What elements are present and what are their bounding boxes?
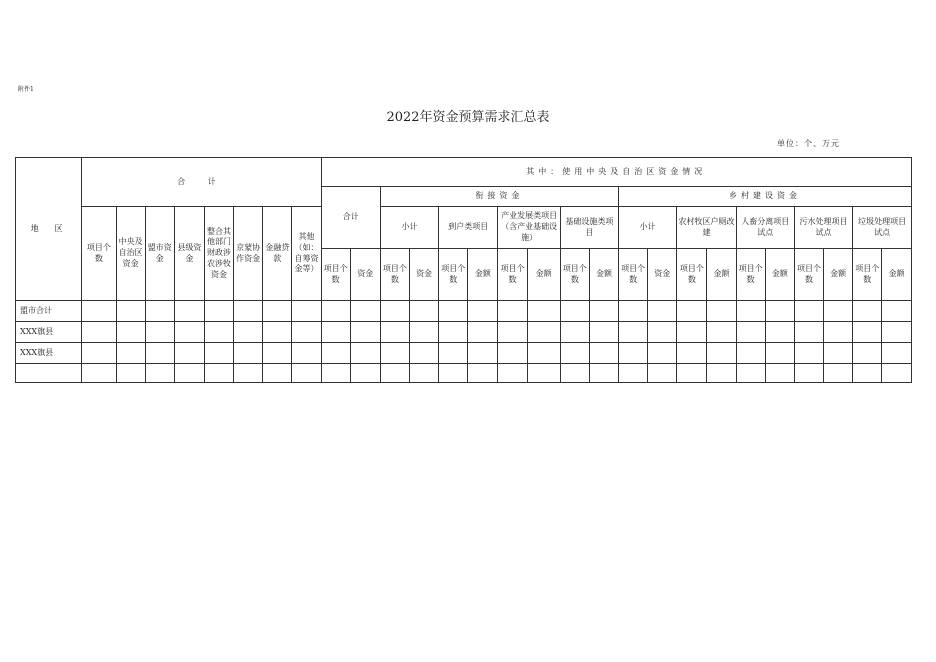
table-cell: [350, 343, 380, 364]
table-cell: [794, 322, 823, 343]
table-cell: [560, 364, 589, 383]
subheader-amount: 金额: [468, 249, 498, 301]
table-cell: [707, 364, 736, 383]
table-cell: [82, 322, 116, 343]
table-cell: [439, 322, 468, 343]
table-cell: [648, 322, 677, 343]
table-cell: [882, 343, 912, 364]
row-region-cell: XXX旗县: [16, 343, 82, 364]
table-cell: [116, 364, 145, 383]
subheader-amount: 金额: [824, 249, 853, 301]
page-title: 2022年资金预算需求汇总表: [386, 110, 550, 125]
table-cell: [321, 301, 350, 322]
unit-label: 单位：个、万元: [777, 139, 840, 148]
table-cell: [527, 322, 560, 343]
table-cell: [824, 364, 853, 383]
header-xiangcun-group: 乡村建设资金: [619, 187, 912, 207]
table-cell: [410, 364, 439, 383]
table-cell: [145, 364, 174, 383]
table-cell: [174, 364, 204, 383]
table-cell: [765, 322, 794, 343]
table-cell: [794, 364, 823, 383]
header-xianjie-col: 小计: [380, 207, 438, 249]
table-cell: [350, 322, 380, 343]
table-cell: [498, 343, 527, 364]
table-cell: [765, 343, 794, 364]
subheader-count: 项目个数: [853, 249, 882, 301]
table-cell: [527, 301, 560, 322]
table-cell: [560, 322, 589, 343]
table-cell: [174, 322, 204, 343]
table-cell: [234, 343, 263, 364]
subheader-amount: 金额: [707, 249, 736, 301]
table-cell: [560, 301, 589, 322]
header-total-col: 中央及自治区资金: [116, 207, 145, 301]
table-cell: [619, 343, 648, 364]
table-cell: [882, 364, 912, 383]
table-cell: [619, 301, 648, 322]
table-cell: [736, 364, 765, 383]
attachment-label: 附件1: [18, 86, 34, 93]
table-cell: [234, 322, 263, 343]
table-cell: [589, 343, 618, 364]
header-total-col: 县级资金: [174, 207, 204, 301]
table-cell: [292, 343, 321, 364]
row-region-cell: [16, 364, 82, 383]
table-cell: [589, 364, 618, 383]
table-cell: [468, 343, 498, 364]
table-cell: [707, 343, 736, 364]
subheader-count: 项目个数: [321, 249, 350, 301]
table-cell: [439, 301, 468, 322]
header-xianjie-col: 到户类项目: [439, 207, 498, 249]
header-xiangcun-col: 人畜分离项目试点: [736, 207, 794, 249]
table-row: [16, 364, 912, 383]
table-cell: [824, 301, 853, 322]
subheader-count: 项目个数: [498, 249, 527, 301]
table-cell: [677, 343, 707, 364]
table-cell: [824, 343, 853, 364]
table-cell: [498, 322, 527, 343]
table-cell: [498, 301, 527, 322]
table-cell: [145, 301, 174, 322]
table-cell: [204, 322, 233, 343]
header-xiangcun-col: 小计: [619, 207, 677, 249]
table-cell: [380, 301, 409, 322]
table-cell: [350, 364, 380, 383]
table-cell: [204, 364, 233, 383]
table-cell: [707, 322, 736, 343]
table-cell: [648, 343, 677, 364]
table-cell: [468, 364, 498, 383]
table-row: [16, 322, 912, 343]
table-cell: [380, 343, 409, 364]
table-cell: [736, 301, 765, 322]
table-cell: [677, 301, 707, 322]
table-cell: [234, 301, 263, 322]
table-cell: [82, 301, 116, 322]
table-cell: [380, 322, 409, 343]
table-cell: [116, 301, 145, 322]
subheader-count: 项目个数: [794, 249, 823, 301]
table-row: [16, 301, 912, 322]
table-cell: [321, 364, 350, 383]
header-total-col: 盟市资金: [145, 207, 174, 301]
table-cell: [204, 301, 233, 322]
header-total-col: 金融贷款: [263, 207, 292, 301]
table-cell: [204, 343, 233, 364]
table-cell: [410, 343, 439, 364]
header-region: 地 区: [16, 158, 82, 301]
table-cell: [468, 301, 498, 322]
row-region-cell: 盟市合计: [16, 301, 82, 322]
subheader-amount: 金额: [765, 249, 794, 301]
table-cell: [619, 364, 648, 383]
subheader-count: 项目个数: [560, 249, 589, 301]
header-total-col: 整合其他部门财政涉农涉牧资金: [204, 207, 233, 301]
table-cell: [882, 301, 912, 322]
header-xiangcun-col: 污水处理项目试点: [794, 207, 852, 249]
table-cell: [853, 364, 882, 383]
table-cell: [82, 364, 116, 383]
budget-summary-table: [15, 157, 912, 383]
subheader-amount: 金额: [882, 249, 912, 301]
table-cell: [380, 364, 409, 383]
table-cell: [677, 322, 707, 343]
table-row: [16, 343, 912, 364]
table-cell: [263, 322, 292, 343]
table-cell: [853, 322, 882, 343]
subheader-fund: 资金: [410, 249, 439, 301]
subheader-count: 项目个数: [380, 249, 409, 301]
table-cell: [589, 301, 618, 322]
header-total-group: 合 计: [82, 158, 321, 207]
header-xianjie-group: 衔接资金: [380, 187, 618, 207]
header-total-col: 其他（如：自筹资金等）: [292, 207, 321, 301]
header-xianjie-col: 产业发展类项目（含产业基础设施）: [498, 207, 560, 249]
table-cell: [263, 343, 292, 364]
table-cell: [263, 364, 292, 383]
table-cell: [174, 301, 204, 322]
header-xiangcun-col: 垃圾处理项目试点: [853, 207, 912, 249]
row-region-cell: XXX旗县: [16, 322, 82, 343]
table-cell: [677, 364, 707, 383]
table-cell: [410, 322, 439, 343]
table-cell: [527, 343, 560, 364]
subheader-fund: 资金: [648, 249, 677, 301]
table-cell: [853, 343, 882, 364]
table-cell: [292, 364, 321, 383]
table-cell: [648, 364, 677, 383]
table-cell: [263, 301, 292, 322]
table-cell: [116, 343, 145, 364]
table-cell: [707, 301, 736, 322]
table-cell: [321, 322, 350, 343]
table-cell: [116, 322, 145, 343]
table-cell: [410, 301, 439, 322]
header-xiangcun-col: 农村牧区户厕改建: [677, 207, 736, 249]
header-central-group: 其中：使用中央及自治区资金情况: [321, 158, 911, 187]
table-cell: [736, 322, 765, 343]
table-cell: [527, 364, 560, 383]
table-cell: [174, 343, 204, 364]
table-cell: [82, 343, 116, 364]
table-body: [16, 301, 912, 383]
table-cell: [765, 301, 794, 322]
subheader-count: 项目个数: [677, 249, 707, 301]
table-cell: [648, 301, 677, 322]
table-cell: [589, 322, 618, 343]
subheader-count: 项目个数: [619, 249, 648, 301]
subheader-count: 项目个数: [736, 249, 765, 301]
table-cell: [882, 322, 912, 343]
table-cell: [853, 301, 882, 322]
table-cell: [794, 343, 823, 364]
table-cell: [498, 364, 527, 383]
table-cell: [321, 343, 350, 364]
subheader-amount: 金额: [589, 249, 618, 301]
table-cell: [292, 301, 321, 322]
header-heji: 合计: [321, 187, 380, 249]
table-cell: [292, 322, 321, 343]
table-cell: [736, 343, 765, 364]
table-cell: [765, 364, 794, 383]
table-cell: [439, 343, 468, 364]
table-cell: [619, 322, 648, 343]
header-total-col: 京蒙协作资金: [234, 207, 263, 301]
header-total-col: 项目个数: [82, 207, 116, 301]
table-cell: [794, 301, 823, 322]
table-cell: [234, 364, 263, 383]
subheader-amount: 金额: [527, 249, 560, 301]
table-cell: [560, 343, 589, 364]
table-cell: [824, 322, 853, 343]
table-cell: [439, 364, 468, 383]
subheader-count: 项目个数: [439, 249, 468, 301]
table-cell: [145, 322, 174, 343]
header-xianjie-col: 基础设施类项目: [560, 207, 618, 249]
table-cell: [145, 343, 174, 364]
subheader-fund: 资金: [350, 249, 380, 301]
table-cell: [350, 301, 380, 322]
table-cell: [468, 322, 498, 343]
